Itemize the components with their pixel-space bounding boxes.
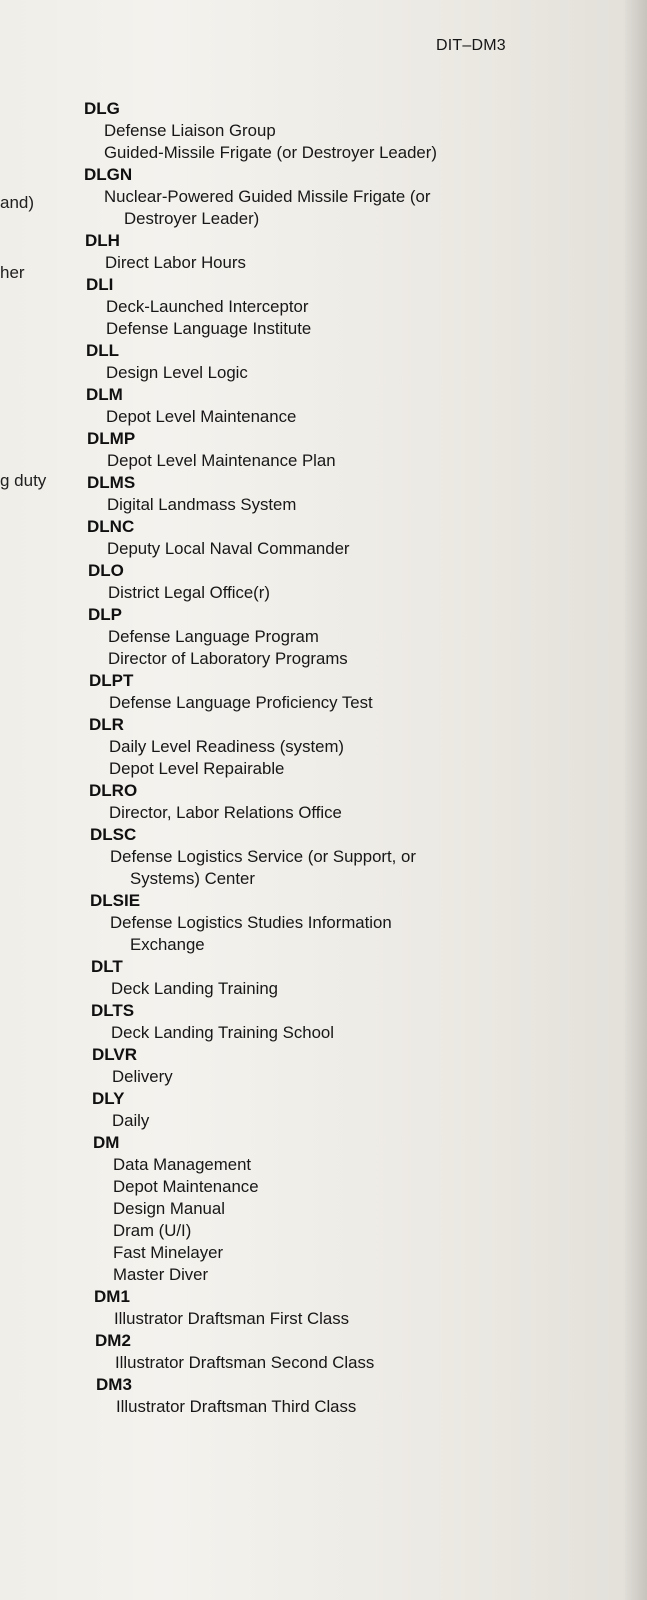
acronym-definition: Depot Maintenance xyxy=(113,1177,259,1196)
acronym-definition: Depot Level Maintenance xyxy=(106,407,297,426)
left-fragment: her xyxy=(0,263,25,282)
acronym-definition: Digital Landmass System xyxy=(107,495,297,514)
acronym-entry xyxy=(90,890,624,956)
acronym-term: DLI xyxy=(86,275,114,294)
acronym-definition: Dram (U/I) xyxy=(113,1221,192,1240)
left-fragment: g duty xyxy=(0,471,47,490)
acronym-definition: Nuclear-Powered Guided Missile Frigate (or xyxy=(104,187,431,206)
acronym-definition: Illustrator Draftsman Third Class xyxy=(116,1397,357,1416)
acronym-definition: Director, Labor Relations Office xyxy=(109,803,342,822)
acronym-term: DLL xyxy=(86,341,120,360)
acronym-definition: Daily xyxy=(112,1111,150,1130)
acronym-entry xyxy=(93,1132,624,1286)
acronym-definition: Master Diver xyxy=(113,1265,209,1284)
acronym-definition: Deck Landing Training xyxy=(111,979,278,998)
acronym-term: DLY xyxy=(92,1089,125,1108)
acronym-term: DLPT xyxy=(89,671,134,690)
acronym-entry xyxy=(87,472,624,516)
acronym-term: DLMS xyxy=(87,473,136,492)
acronym-definition: Exchange xyxy=(130,935,205,954)
acronym-term: DLM xyxy=(86,385,123,404)
acronym-term: DLP xyxy=(88,605,122,624)
acronym-entry xyxy=(92,1044,624,1088)
left-fragment: and) xyxy=(0,193,35,212)
acronym-entries-list xyxy=(84,98,624,1418)
acronym-definition: Systems) Center xyxy=(130,869,255,888)
acronym-entry xyxy=(94,1286,624,1330)
acronym-term: DM xyxy=(93,1133,120,1152)
acronym-definition: Destroyer Leader) xyxy=(124,209,260,228)
acronym-term: DLR xyxy=(89,715,124,734)
acronym-term: DLO xyxy=(88,561,124,580)
acronym-entry xyxy=(89,714,624,780)
acronym-definition: Illustrator Draftsman First Class xyxy=(114,1309,349,1328)
acronym-definition: Fast Minelayer xyxy=(113,1243,224,1262)
acronym-term: DM2 xyxy=(95,1331,131,1350)
acronym-term: DLG xyxy=(84,99,120,118)
acronym-definition: Design Manual xyxy=(113,1199,225,1218)
acronym-term: DLMP xyxy=(87,429,136,448)
acronym-term: DLH xyxy=(85,231,120,250)
acronym-entry xyxy=(91,956,624,1000)
acronym-term: DLT xyxy=(91,957,123,976)
acronym-entry xyxy=(96,1374,624,1418)
acronym-entry xyxy=(86,384,624,428)
acronym-entry xyxy=(84,164,624,230)
acronym-definition: Defense Logistics Studies Information xyxy=(110,913,392,932)
acronym-term: DLTS xyxy=(91,1001,135,1020)
acronym-term: DLGN xyxy=(84,165,133,184)
acronym-definition: Defense Language Institute xyxy=(106,319,312,338)
acronym-definition: Delivery xyxy=(112,1067,173,1086)
acronym-definition: Defense Liaison Group xyxy=(104,121,276,140)
acronym-entry xyxy=(95,1330,624,1374)
acronym-term: DLSIE xyxy=(90,891,141,910)
acronym-definition: Guided-Missile Frigate (or Destroyer Leader) xyxy=(104,143,437,162)
acronym-entry xyxy=(87,428,624,472)
page-header-range: DIT–DM3 xyxy=(436,37,506,54)
acronym-definition: Deck Landing Training School xyxy=(111,1023,334,1042)
acronym-definition: Illustrator Draftsman Second Class xyxy=(115,1353,375,1372)
acronym-definition: Direct Labor Hours xyxy=(105,253,246,272)
acronym-definition: District Legal Office(r) xyxy=(108,583,270,602)
acronym-entry xyxy=(89,670,624,714)
acronym-definition: Depot Level Repairable xyxy=(109,759,285,778)
acronym-entry xyxy=(85,230,624,274)
acronym-entry xyxy=(86,274,624,340)
acronym-entry xyxy=(86,340,624,384)
acronym-entry xyxy=(92,1088,624,1132)
acronym-entry xyxy=(87,516,624,560)
acronym-definition: Depot Level Maintenance Plan xyxy=(107,451,336,470)
acronym-definition: Data Management xyxy=(113,1155,252,1174)
acronym-entry xyxy=(88,560,624,604)
acronym-definition: Defense Language Proficiency Test xyxy=(109,693,373,712)
page-edge-shadow xyxy=(625,0,647,1600)
acronym-term: DLRO xyxy=(89,781,138,800)
acronym-definition: Defense Logistics Service (or Support, or xyxy=(110,847,416,866)
acronym-definition: Deputy Local Naval Commander xyxy=(107,539,350,558)
acronym-definition: Deck-Launched Interceptor xyxy=(106,297,309,316)
acronym-definition: Director of Laboratory Programs xyxy=(108,649,348,668)
acronym-definition: Daily Level Readiness (system) xyxy=(109,737,345,756)
acronym-entry xyxy=(88,604,624,670)
acronym-entry xyxy=(84,98,624,164)
acronym-entry xyxy=(91,1000,624,1044)
acronym-entry xyxy=(90,824,624,890)
acronym-term: DM1 xyxy=(94,1287,130,1306)
acronym-term: DM3 xyxy=(96,1375,132,1394)
acronym-term: DLVR xyxy=(92,1045,138,1064)
acronym-term: DLNC xyxy=(87,517,135,536)
acronym-definition: Defense Language Program xyxy=(108,627,319,646)
acronym-definition: Design Level Logic xyxy=(106,363,248,382)
acronym-entry xyxy=(89,780,624,824)
acronym-term: DLSC xyxy=(90,825,137,844)
